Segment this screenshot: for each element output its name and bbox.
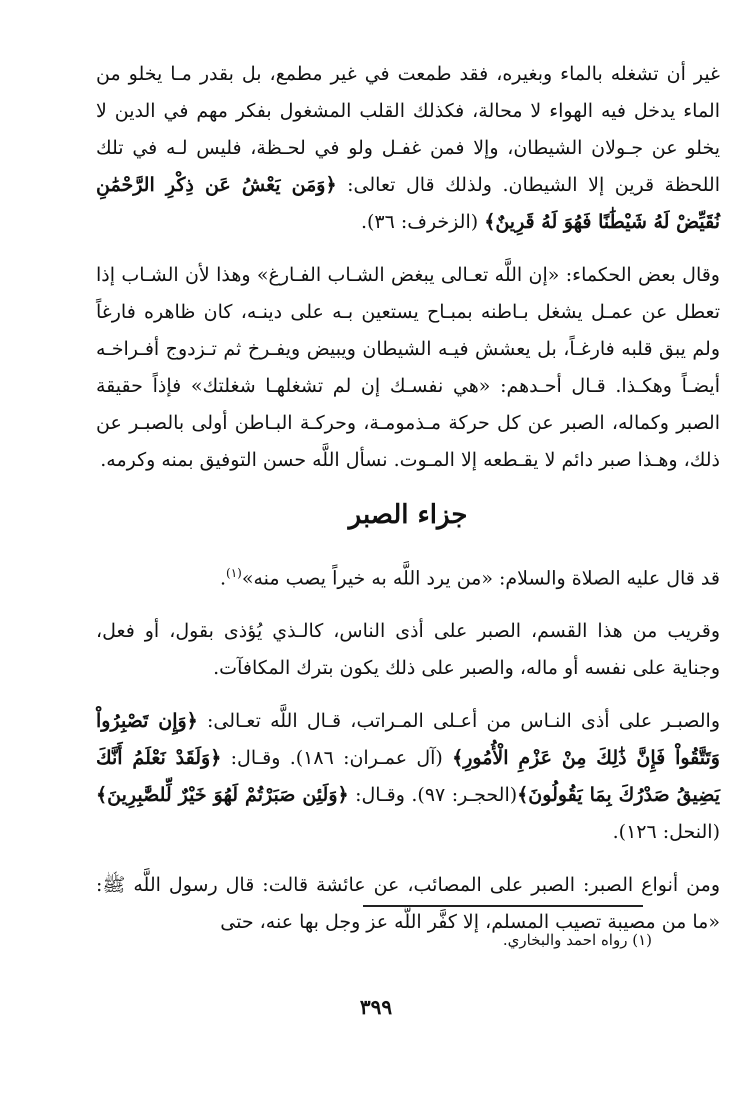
quran-verse-zukhruf: ﴿وَمَن يَعْشُ عَن ذِكْرِ الرَّحْمَٰنِ نُقَيِّضْ لَهُ شَيْطَٰنًا فَهُوَ لَهُ قَرِينٌ﴾: [96, 174, 720, 233]
paragraph-5-text: والصبـر على أذى النـاس من أعـلى المـراتب، قـال اللَّه تعـالى:: [207, 710, 720, 733]
quran-verse-hijr: ﴿وَلَقَدْ نَعْلَمُ أَنَّكَ يَضِيقُ صَدْرُكَ بِمَا يَقُولُونَ﴾: [96, 747, 720, 807]
paragraph-1: [96, 56, 720, 241]
quran-verse-nahl: ﴿وَلَئِن صَبَرْتُمْ لَهُوَ خَيْرٌ لِّلصَّٰبِرِينَ﴾: [96, 784, 349, 807]
citation-nahl: (النحل: ١٢٦).: [612, 821, 720, 844]
paragraph-4: [96, 613, 720, 687]
paragraph-2: [96, 257, 720, 479]
citation-zukhruf: (الزخرف: ٣٦).: [360, 211, 485, 233]
footnote-divider: [363, 905, 643, 907]
paragraph-3: [96, 555, 720, 597]
page-number: ٣٩٩: [359, 995, 393, 1019]
footnote: (١) رواه احمد والبخاري.: [502, 931, 652, 949]
paragraph-5: [96, 703, 720, 851]
section-heading: جزاء الصبر: [348, 500, 468, 530]
hadith-text: قد قال عليه الصلاة والسلام: «من يرد اللَّه به خيراً يصب منه»: [241, 567, 720, 590]
paragraph-4-text: وقريب من هذا القسم، الصبر على أذى الناس، كالـذي يُؤذى بقول، أو فعل، وجناية على نفسه أو ماله، والصبر على ذلك يكون بترك المكافآت.: [96, 620, 720, 680]
footnote-marker: (١): [226, 566, 242, 580]
paragraph-3-end: .: [219, 567, 227, 590]
paragraph-6-text: ومن أنواع الصبر: الصبر على المصائب، عن عائشة قالت: قال رسول اللَّه ﷺ: «ما من مصيبة تصيب المسلم، إلا كفَّر اللَّه عز وجل بها عنه، حتى: [96, 874, 720, 934]
paragraph-2-text: وقال بعض الحكماء: «إن اللَّه تعـالى يبغض الشـاب الفـارغ» وهذا لأن الشـاب إذا تعطل عن عمـل يشغل بـاطنه بمبـاح يستعين بـه على دينـه، كان ظاهره فارغاً ولم يبق قلبه فارغـاً، بل يعشش فيـه الشيطان ويبيض ويفـرخ ثم تـزدوج أفـراخـه أيضـاً وهكـذا. قـال أحـدهم: «هي نفسـك إن لم تشغلهـا شغلتك» فإذاً حقيقة الصبر وكماله، الصبر عن كل حركة مـذمومـة، وحركـة البـاطن أولى بالصبـر عن ذلك، وهـذا صبر دائم لا يقـطعه إلا المـوت. نسأل اللَّه حسن التوفيق بمنه وكرمه.: [96, 264, 720, 471]
paragraph-1-text: غير أن تشغله بالماء وبغيره، فقد طمعت في غير مطمع، بل بقدر مـا يخلو من الماء يدخل فيه الهواء لا محالة، فكذلك القلب المشغول بفكر مهم في الدين لا يخلو عن جـولان الشيطان، وإلا فمن غفـل ولو في لحـظة، فليس لـه في تلك اللحظة قرين إلا الشيطان. ولذلك قال تعالى:: [96, 63, 720, 196]
citation-imran: (آل عمـران: ١٨٦). وقـال:: [221, 747, 453, 770]
quran-verse-imran: ﴿وَإِن تَصْبِرُواْ وَتَتَّقُواْ فَإِنَّ ذَٰلِكَ مِنْ عَزْمِ الْأُمُورِ﴾: [96, 710, 720, 770]
citation-hijr: (الحجـر: ٩٧). وقـال:: [348, 784, 518, 807]
page-body: [96, 56, 720, 957]
